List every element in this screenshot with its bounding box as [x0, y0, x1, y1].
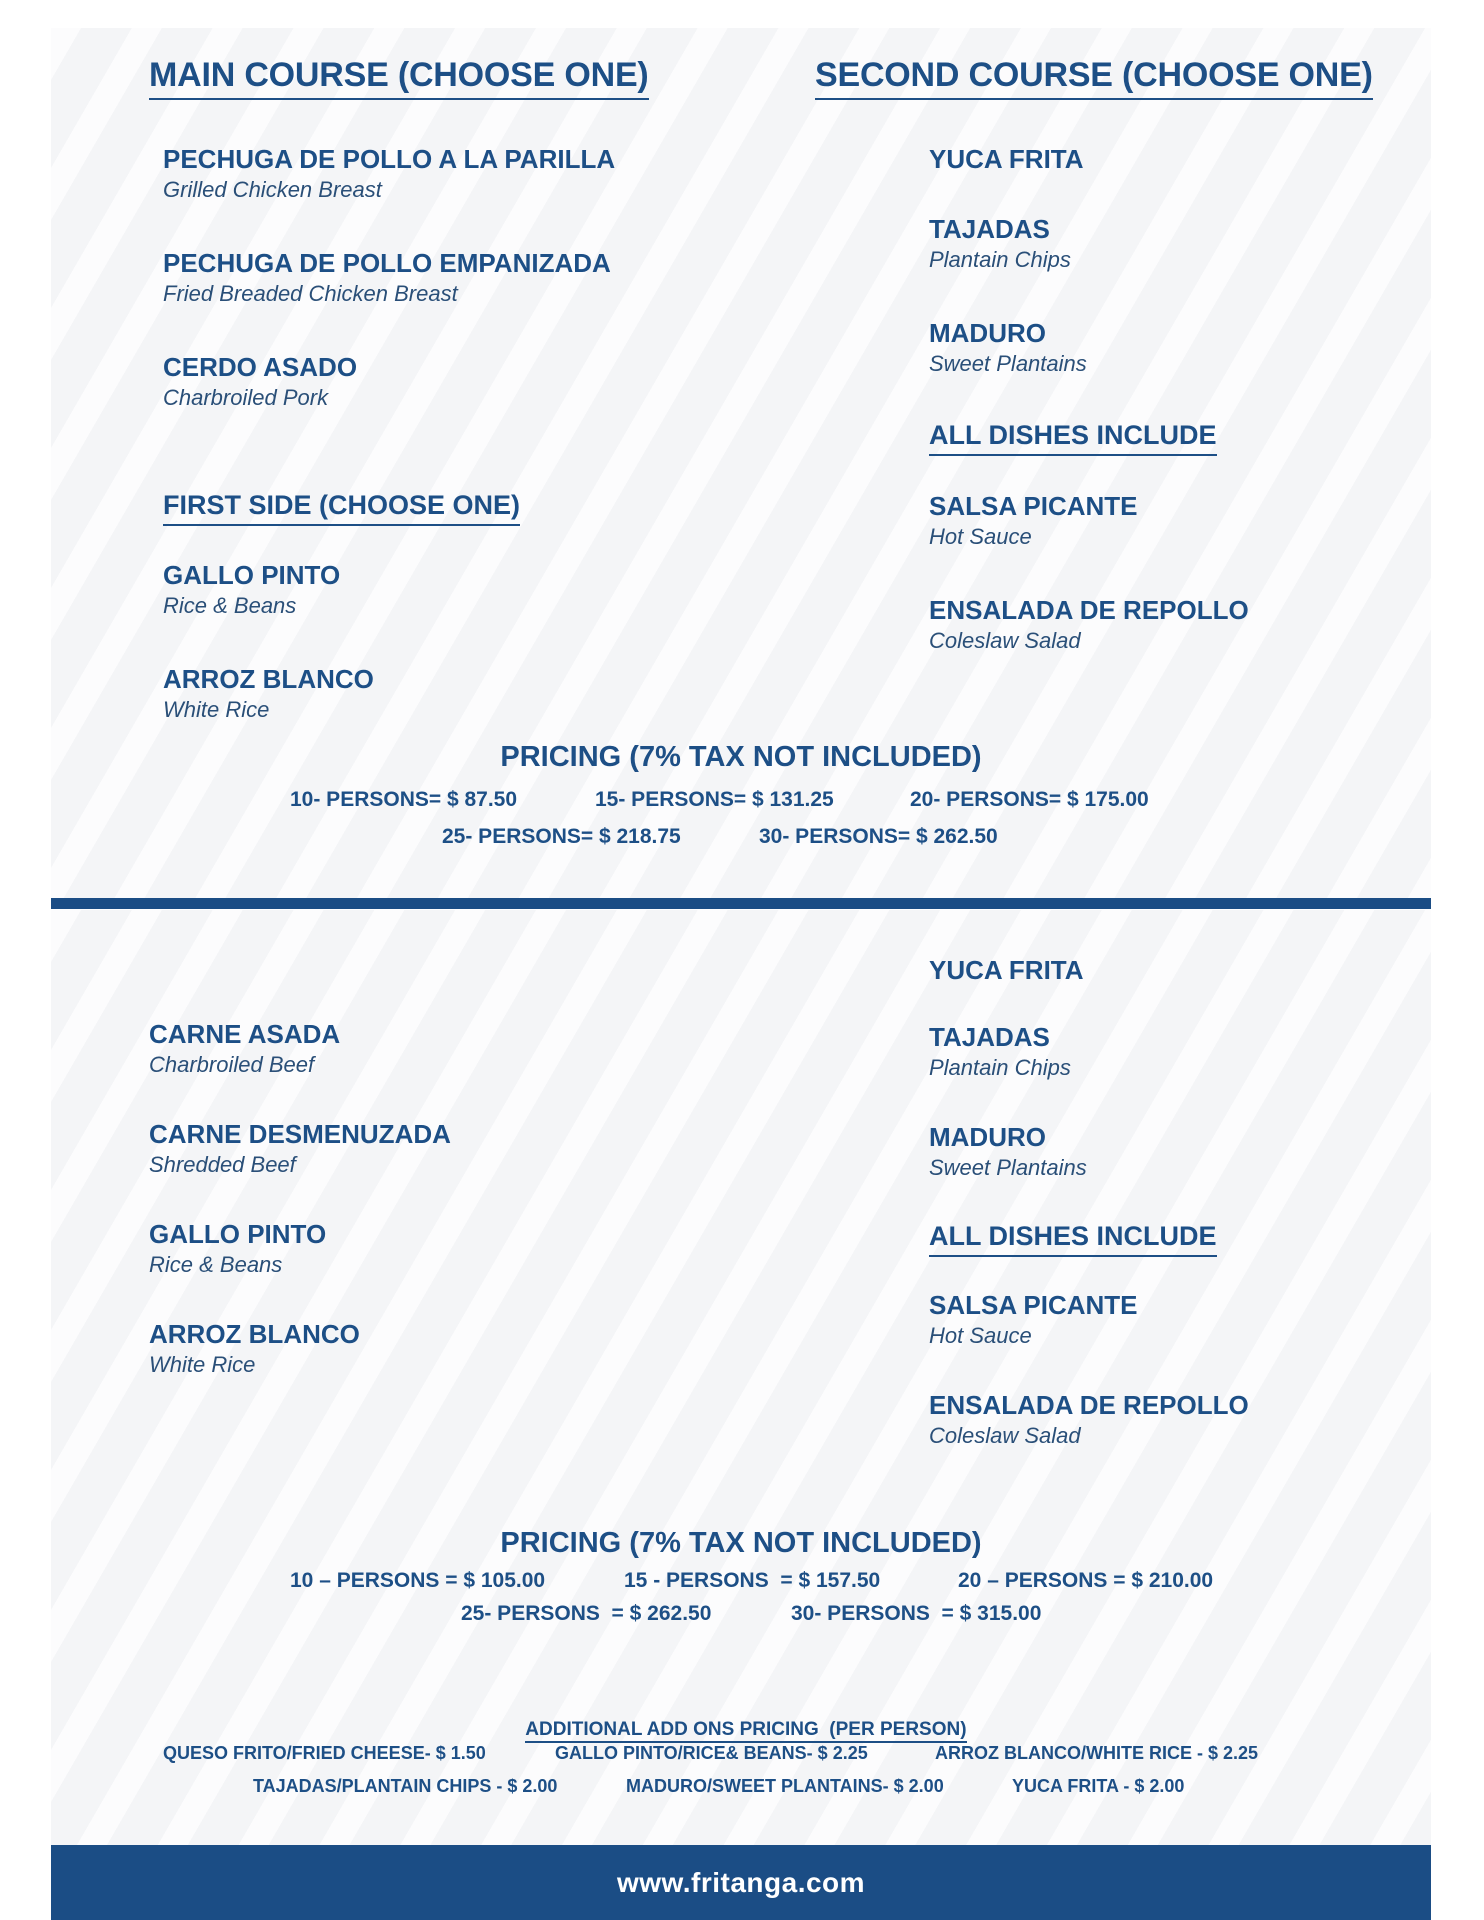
menu-item: [163, 351, 357, 413]
menu-item-name: MADURO: [929, 318, 1046, 348]
addon-item: MADURO/SWEET PLANTAINS- $ 2.00: [626, 1776, 944, 1796]
price-line: 15- PERSONS= $ 131.25: [595, 788, 834, 811]
menu-item-desc: Plantain Chips: [929, 247, 1071, 272]
addon-item: QUESO FRITO/FRIED CHEESE- $ 1.50: [163, 1743, 486, 1763]
section-divider: [51, 898, 1431, 909]
price-line: 20 – PERSONS = $ 210.00: [958, 1569, 1214, 1592]
addons-title-text: ADDITIONAL ADD ONS PRICING (PER PERSON): [525, 1719, 966, 1743]
menu-item: [929, 1389, 1249, 1451]
menu-item-desc: Coleslaw Salad: [929, 628, 1081, 653]
menu-item-desc: Plantain Chips: [929, 1055, 1071, 1080]
menu-item-desc: Coleslaw Salad: [929, 1423, 1081, 1448]
menu-item-name: CARNE ASADA: [149, 1019, 341, 1049]
addon-item: TAJADAS/PLANTAIN CHIPS - $ 2.00: [253, 1776, 558, 1796]
menu-item: [929, 317, 1087, 379]
menu-item-name: YUCA FRITA: [929, 144, 1084, 174]
menu-item-name: CERDO ASADO: [163, 352, 358, 382]
menu-item-desc: White Rice: [163, 697, 270, 722]
price-line: 10 – PERSONS = $ 105.00: [290, 1569, 546, 1592]
price-line: 15 - PERSONS = $ 157.50: [624, 1569, 881, 1592]
second-course-title: SECOND COURSE (CHOOSE ONE): [815, 56, 1373, 100]
website-link[interactable]: www.fritanga.com: [616, 1867, 866, 1898]
menu-item-desc: White Rice: [149, 1352, 256, 1377]
addon-item: ARROZ BLANCO/WHITE RICE - $ 2.25: [935, 1743, 1259, 1763]
menu-item: [929, 954, 1084, 986]
menu-item-desc: Shredded Beef: [149, 1152, 296, 1177]
menu-item-name: ARROZ BLANCO: [163, 664, 374, 694]
pricing-title: PRICING (7% TAX NOT INCLUDED): [500, 741, 982, 773]
menu-item-desc: Sweet Plantains: [929, 351, 1087, 376]
addons-title: [51, 1697, 1431, 1741]
menu-item-name: SALSA PICANTE: [929, 1290, 1138, 1320]
menu-item-name: CARNE DESMENUZADA: [149, 1119, 451, 1149]
menu-item: [929, 1121, 1087, 1183]
menu-item-name: TAJADAS: [929, 214, 1050, 244]
menu-item-name: GALLO PINTO: [149, 1219, 327, 1249]
addon-item: YUCA FRITA - $ 2.00: [1012, 1776, 1185, 1796]
menu-item-desc: Charbroiled Beef: [149, 1052, 315, 1077]
menu-item-name: YUCA FRITA: [929, 955, 1084, 985]
menu-item-name: ARROZ BLANCO: [149, 1319, 360, 1349]
menu-item-desc: Hot Sauce: [929, 1323, 1032, 1348]
menu-item-desc: Rice & Beans: [149, 1252, 283, 1277]
price-line: 25- PERSONS = $ 262.50: [461, 1602, 712, 1625]
menu-item: [929, 213, 1071, 275]
menu-item: [149, 1018, 340, 1080]
menu-item-name: ENSALADA DE REPOLLO: [929, 1390, 1249, 1420]
menu-item: [929, 143, 1084, 175]
menu-item: [149, 1318, 360, 1380]
pricing-title: PRICING (7% TAX NOT INCLUDED): [500, 1527, 982, 1559]
menu-item: [163, 247, 611, 309]
menu-item: [163, 143, 615, 205]
menu-item: [929, 1021, 1071, 1083]
menu-item: [149, 1218, 326, 1280]
price-line: 10- PERSONS= $ 87.50: [290, 788, 518, 811]
price-line: 25- PERSONS= $ 218.75: [442, 825, 681, 848]
menu-item-name: MADURO: [929, 1122, 1046, 1152]
menu-item: [929, 594, 1249, 656]
footer-banner: [51, 1845, 1431, 1920]
addon-item: GALLO PINTO/RICE& BEANS- $ 2.25: [555, 1743, 868, 1763]
price-line: 20- PERSONS= $ 175.00: [910, 788, 1149, 811]
menu-item-desc: Rice & Beans: [163, 593, 297, 618]
menu-item-name: ENSALADA DE REPOLLO: [929, 595, 1249, 625]
menu-item-name: GALLO PINTO: [163, 560, 341, 590]
menu-item-desc: Grilled Chicken Breast: [163, 177, 382, 202]
menu-item: [149, 1118, 451, 1180]
menu-item-name: PECHUGA DE POLLO A LA PARILLA: [163, 144, 616, 174]
price-line: 30- PERSONS = $ 315.00: [791, 1602, 1042, 1625]
menu-item-desc: Charbroiled Pork: [163, 385, 329, 410]
menu-item-desc: Hot Sauce: [929, 524, 1032, 549]
menu-item-name: PECHUGA DE POLLO EMPANIZADA: [163, 248, 611, 278]
first-side-title: FIRST SIDE (CHOOSE ONE): [163, 490, 520, 526]
menu-item-desc: Fried Breaded Chicken Breast: [163, 281, 458, 306]
all-dishes-title: ALL DISHES INCLUDE: [929, 1221, 1217, 1257]
menu-item-name: SALSA PICANTE: [929, 491, 1138, 521]
menu-item: [163, 559, 340, 621]
main-course-title: MAIN COURSE (CHOOSE ONE): [149, 56, 649, 100]
menu-item-desc: Sweet Plantains: [929, 1155, 1087, 1180]
all-dishes-title: ALL DISHES INCLUDE: [929, 420, 1217, 456]
menu-item: [163, 663, 374, 725]
menu-item-name: TAJADAS: [929, 1022, 1050, 1052]
menu-item: [929, 1289, 1138, 1351]
menu-item: [929, 490, 1138, 552]
price-line: 30- PERSONS= $ 262.50: [759, 825, 998, 848]
